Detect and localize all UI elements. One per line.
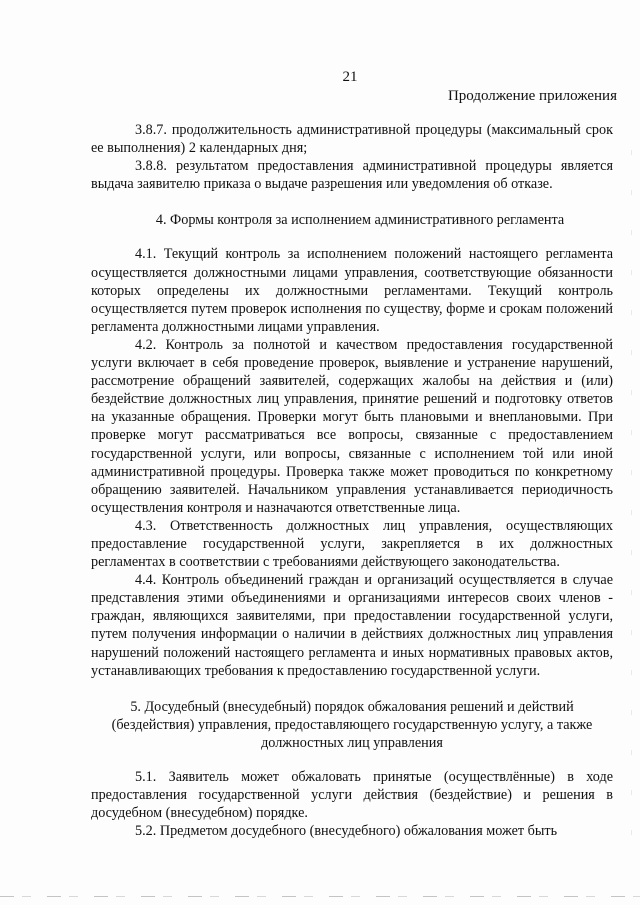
paragraph-3-8-8: 3.8.8. результатом предоставления административной процедуры является выдача заявителю приказа о выдаче разрешения или уведомления об отказе. xyxy=(91,158,613,193)
section-5-heading-line: 5. Досудебный (внесудебный) порядок обжалования решений и действий xyxy=(130,698,574,715)
scan-edge-artifact xyxy=(0,896,640,897)
paragraph-4-2: 4.2. Контроль за полнотой и качеством предоставления государственной услуги включает в себя проведение проверок, выявление и устранение нарушений, рассмотрение обращений заявителей, содержащих жалобы на действия и (или) бездействие должностных лиц управления, принятие решений и подготовку ответов на указанные обращения. Проверки могут быть плановыми и внеплановыми. При проверке могут рассматриваться все вопросы, связанные с предоставлением государственной услуги, или вопросы, связанные с исполнением той или иной административной процедуры. Проверка также может проводиться по конкретному обращению заявителей. Начальником управления устанавливается периодичность осуществления контроля и назначаются ответственные лица. xyxy=(91,336,613,516)
paragraph-3-8-7: 3.8.7. продолжительность административной процедуры (максимальный срок ее выполнения) 2 календарных дня; xyxy=(91,122,613,157)
section-5-heading xyxy=(91,698,613,752)
section-5-heading-line: (бездействия) управления, предоставляющего государственную услугу, а также xyxy=(111,716,593,733)
paragraph-4-4: 4.4. Контроль объединений граждан и организаций осуществляется в случае представления этими объединениями и организациями интересов своих членов - граждан, являющихся заявителями, при предоставлении государственной услуги, путем получения информации о наличии в действиях должностных лиц управления нарушений положений настоящего регламента и иных нормативных правовых актов, устанавливающих требования к предоставлению государственной услуги. xyxy=(91,572,613,679)
page-number: 21 xyxy=(342,69,358,85)
paragraph-5-2: 5.2. Предметом досудебного (внесудебного) обжалования может быть xyxy=(135,823,558,840)
scan-side-artifact xyxy=(631,150,632,850)
paragraph-4-1: 4.1. Текущий контроль за исполнением положений настоящего регламента осуществляется должностными лицами управления, соответствующие обязанности которых определены их должностными регламентами. Текущий контроль осуществляется путем проверок исполнения по существу, форме и срокам положений регламента должностными лицами управления. xyxy=(91,246,613,335)
running-head: Продолжение приложения xyxy=(447,88,617,104)
document-body xyxy=(91,121,613,840)
paragraph-5-1: 5.1. Заявитель может обжаловать принятые (осуществлённые) в ходе предоставления государственной услуги действия (бездействие) и решения в досудебном (внесудебном) порядке. xyxy=(91,769,613,822)
paragraph-4-3: 4.3. Ответственность должностных лиц управления, осуществляющих предоставление государственной услуги, закрепляется в их должностных регламентах в соответствии с требованиями действующего законодательства. xyxy=(91,517,613,571)
section-4-heading: 4. Формы контроля за исполнением административного регламента xyxy=(155,212,565,229)
section-5-heading-line: должностных лиц управления xyxy=(261,734,443,751)
